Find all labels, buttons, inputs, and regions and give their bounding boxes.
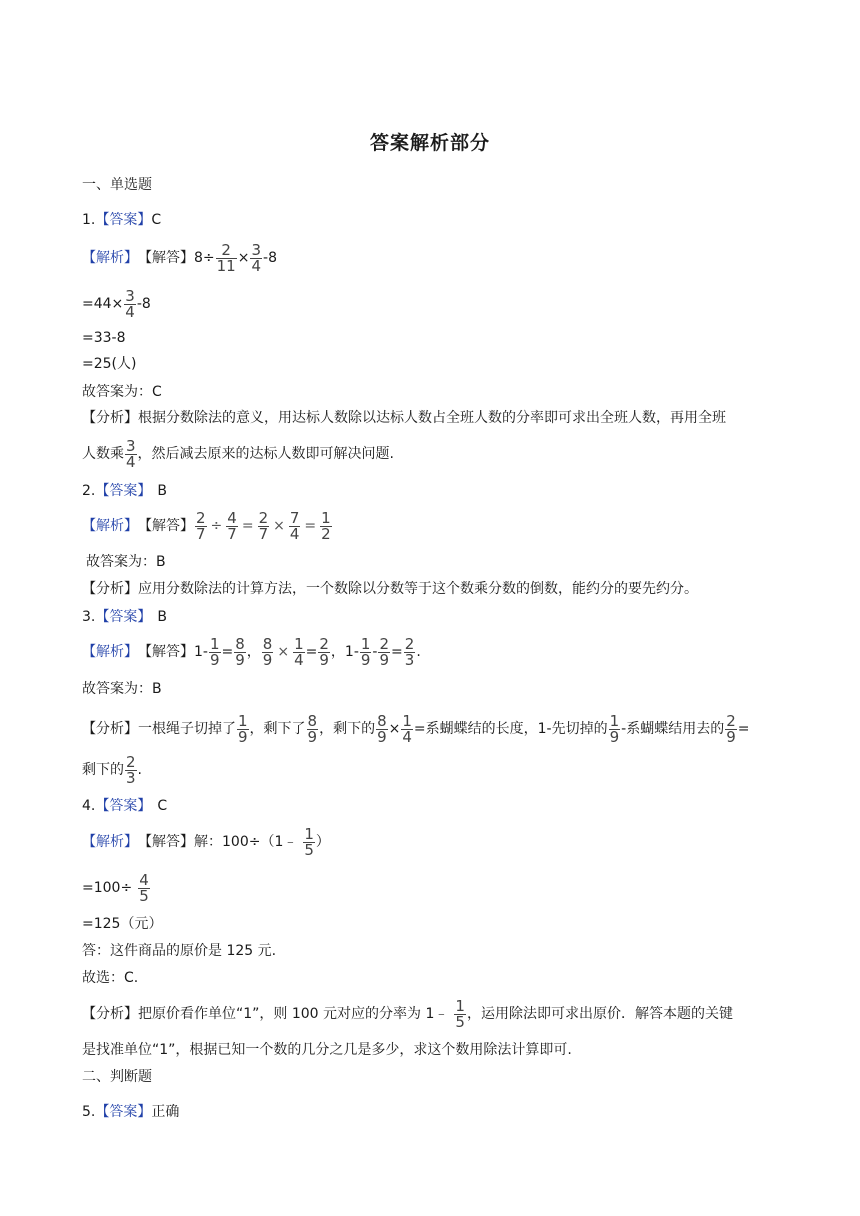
denominator: 7 <box>258 524 269 543</box>
q4-answer-line <box>82 794 167 818</box>
text: 人数乘 <box>82 446 124 462</box>
q4-final-line: 故选：C. <box>82 970 139 986</box>
numerator: 3 <box>251 240 262 259</box>
denominator: 9 <box>360 650 371 669</box>
fraction <box>226 508 238 543</box>
text: ） <box>315 834 330 850</box>
text: 根据分数除法的意义，用达标人数除以达标人数占全班人数的分率即可求出全班人数，再用全班 <box>138 410 726 426</box>
q3-solution-line <box>82 634 421 669</box>
fraction <box>293 634 305 669</box>
fraction <box>195 508 207 543</box>
denominator: 9 <box>238 727 248 746</box>
jieda-tag: 【解答】 <box>138 250 194 266</box>
text: =系蝴蝶结的长度，1-先切掉的 <box>413 721 608 737</box>
denominator: 9 <box>209 650 220 669</box>
numerator: 2 <box>404 634 415 653</box>
q2-number: 2. <box>82 483 96 499</box>
numerator: 7 <box>289 508 300 527</box>
q3-final-line: 故答案为：B <box>82 681 162 697</box>
text: ，1- <box>330 644 359 660</box>
denominator: 4 <box>126 452 136 471</box>
text: -8 <box>263 250 277 266</box>
numerator: 4 <box>227 508 237 527</box>
text: 1- <box>194 644 208 660</box>
fraction <box>360 634 372 669</box>
fraction <box>250 240 262 275</box>
denominator: 7 <box>196 524 206 543</box>
fenxi-tag: 【分析】 <box>82 1006 138 1022</box>
operator: ÷ <box>210 518 223 534</box>
fraction <box>258 508 270 543</box>
q3-answer: B <box>157 609 167 625</box>
q2-answer-line <box>82 479 167 503</box>
text: -8 <box>136 296 151 312</box>
denominator: 9 <box>609 727 620 746</box>
numerator: 3 <box>126 436 136 455</box>
text: = <box>737 721 750 737</box>
text: - <box>372 644 378 660</box>
q5-number: 5. <box>82 1104 96 1120</box>
q1-answer: C <box>151 212 162 228</box>
text: ，剩下的 <box>319 721 376 737</box>
q3-analysis-line <box>82 711 750 746</box>
denominator: 9 <box>235 650 245 669</box>
numerator: 8 <box>235 634 245 653</box>
fraction <box>303 824 315 859</box>
denominator: 4 <box>251 256 262 275</box>
fenxi-tag: 【分析】 <box>82 581 138 597</box>
q3-analysis-line <box>82 752 142 787</box>
numerator: 1 <box>402 711 412 730</box>
fraction <box>125 752 137 787</box>
numerator: 1 <box>321 508 331 527</box>
text: =44× <box>82 296 124 312</box>
q1-final-line: 故答案为：C <box>82 384 162 400</box>
denominator: 5 <box>455 1012 465 1031</box>
text: -系蝴蝶结用去的 <box>621 721 725 737</box>
numerator: 8 <box>307 711 318 730</box>
numerator: 1 <box>304 824 314 843</box>
numerator: 2 <box>379 634 390 653</box>
q1-solution-line <box>82 240 277 275</box>
numerator: 4 <box>139 870 149 889</box>
text: 应用分数除法的计算方法，一个数除以分数等于这个数乘分数的倒数，能约分的要先约分。 <box>138 581 698 597</box>
fraction <box>262 634 274 669</box>
numerator: 1 <box>209 634 220 653</box>
fraction <box>289 508 301 543</box>
q4-analysis-line <box>82 996 733 1031</box>
denominator: 9 <box>262 650 273 669</box>
fraction <box>216 240 237 275</box>
operator: × <box>273 518 285 534</box>
answer-tag: 【答案】 <box>95 609 152 625</box>
text: = <box>305 644 318 660</box>
text: =100÷ <box>82 880 133 896</box>
q4-number: 4. <box>82 798 96 814</box>
denominator: 2 <box>321 524 331 543</box>
denominator: 3 <box>404 650 415 669</box>
fraction <box>125 436 137 471</box>
answer-tag: 【答案】 <box>95 483 152 499</box>
fraction <box>138 870 150 905</box>
q4-step-line: =125（元） <box>82 916 163 932</box>
denominator: 11 <box>216 256 236 275</box>
section-heading: 一、单选题 <box>82 177 152 193</box>
jieda-tag: 【解答】 <box>138 518 194 534</box>
text: ，然后减去原来的达标人数即可解决问题. <box>137 446 394 462</box>
q4-solution-line <box>82 824 330 859</box>
answer-tag: 【答案】 <box>95 1104 152 1120</box>
jiexi-tag: 【解析】 <box>82 644 138 660</box>
q1-step-line <box>82 286 151 321</box>
q4-analysis-line: 是找准单位“1”，根据已知一个数的几分之几是多少，求这个数用除法计算即可. <box>82 1042 572 1058</box>
q2-final-line: 故答案为：B <box>86 554 166 570</box>
fraction <box>237 711 249 746</box>
denominator: 4 <box>125 302 135 321</box>
denominator: 9 <box>319 650 329 669</box>
text: ， <box>246 644 261 660</box>
q4-step-line: 答：这件商品的原价是 125 元. <box>82 943 277 959</box>
numerator: 2 <box>258 508 269 527</box>
jiexi-tag: 【解析】 <box>82 250 138 266</box>
text: 把原价看作单位“1”，则 100 元对应的分率为 1﹣ <box>138 1006 449 1022</box>
jiexi-tag: 【解析】 <box>82 518 138 534</box>
numerator: 1 <box>455 996 465 1015</box>
q2-answer: B <box>157 483 167 499</box>
text: = <box>221 644 234 660</box>
text: 解：100÷（1﹣ <box>194 834 298 850</box>
text: . <box>416 644 421 660</box>
denominator: 4 <box>289 524 300 543</box>
numerator: 8 <box>262 634 273 653</box>
q2-solution-line <box>82 508 333 543</box>
fraction <box>401 711 413 746</box>
fraction <box>318 634 330 669</box>
q5-answer: 正确 <box>151 1104 180 1120</box>
denominator: 3 <box>126 768 136 787</box>
fraction <box>378 634 390 669</box>
fraction <box>609 711 621 746</box>
numerator: 2 <box>319 634 329 653</box>
section-heading: 二、判断题 <box>82 1069 152 1085</box>
fraction <box>454 996 466 1031</box>
text: = <box>391 644 403 660</box>
fraction <box>124 286 136 321</box>
text: × <box>388 721 401 737</box>
denominator: 5 <box>304 840 314 859</box>
q4-answer: C <box>157 798 168 814</box>
numerator: 1 <box>360 634 371 653</box>
q3-answer-line <box>82 605 167 629</box>
numerator: 1 <box>294 634 304 653</box>
operator: × <box>277 644 290 660</box>
denominator: 9 <box>726 727 736 746</box>
jiexi-tag: 【解析】 <box>82 834 138 850</box>
text: ，运用除法即可求出原价．解答本题的关键 <box>466 1006 733 1022</box>
text: × <box>237 250 250 266</box>
q1-analysis-line <box>82 406 726 430</box>
q1-analysis-line <box>82 436 394 471</box>
denominator: 9 <box>379 650 390 669</box>
numerator: 1 <box>238 711 248 730</box>
fraction <box>725 711 737 746</box>
denominator: 9 <box>307 727 318 746</box>
q1-number: 1. <box>82 212 96 228</box>
q2-analysis-line <box>82 577 698 601</box>
fenxi-tag: 【分析】 <box>82 721 138 737</box>
jieda-tag: 【解答】 <box>138 834 194 850</box>
q4-step-line <box>82 870 151 905</box>
numerator: 2 <box>196 508 206 527</box>
text: 8÷ <box>194 250 215 266</box>
denominator: 4 <box>294 650 304 669</box>
fraction <box>320 508 332 543</box>
numerator: 2 <box>126 752 136 771</box>
fraction <box>307 711 319 746</box>
numerator: 3 <box>125 286 135 305</box>
text: 剩下的 <box>82 762 124 778</box>
denominator: 5 <box>139 886 149 905</box>
numerator: 8 <box>377 711 387 730</box>
numerator: 2 <box>221 240 231 259</box>
text: . <box>137 762 142 778</box>
numerator: 2 <box>726 711 736 730</box>
q3-number: 3. <box>82 609 96 625</box>
text: 一根绳子切掉了 <box>138 721 236 737</box>
q1-answer-line <box>82 208 161 232</box>
page-title: 答案解析部分 <box>369 132 490 154</box>
q1-step-line: =25(人) <box>82 356 137 372</box>
fraction <box>209 634 221 669</box>
denominator: 9 <box>377 727 387 746</box>
jieda-tag: 【解答】 <box>138 644 194 660</box>
fenxi-tag: 【分析】 <box>82 410 138 426</box>
fraction <box>404 634 416 669</box>
numerator: 1 <box>609 711 620 730</box>
q5-answer-line <box>82 1100 179 1124</box>
answer-tag: 【答案】 <box>95 798 152 814</box>
fraction <box>376 711 388 746</box>
fraction <box>234 634 246 669</box>
operator: = <box>241 518 254 534</box>
answer-tag: 【答案】 <box>95 212 152 228</box>
q1-step-line: =33-8 <box>82 330 126 346</box>
denominator: 7 <box>227 524 237 543</box>
operator: = <box>304 518 317 534</box>
denominator: 4 <box>402 727 412 746</box>
text: ，剩下了 <box>249 721 306 737</box>
